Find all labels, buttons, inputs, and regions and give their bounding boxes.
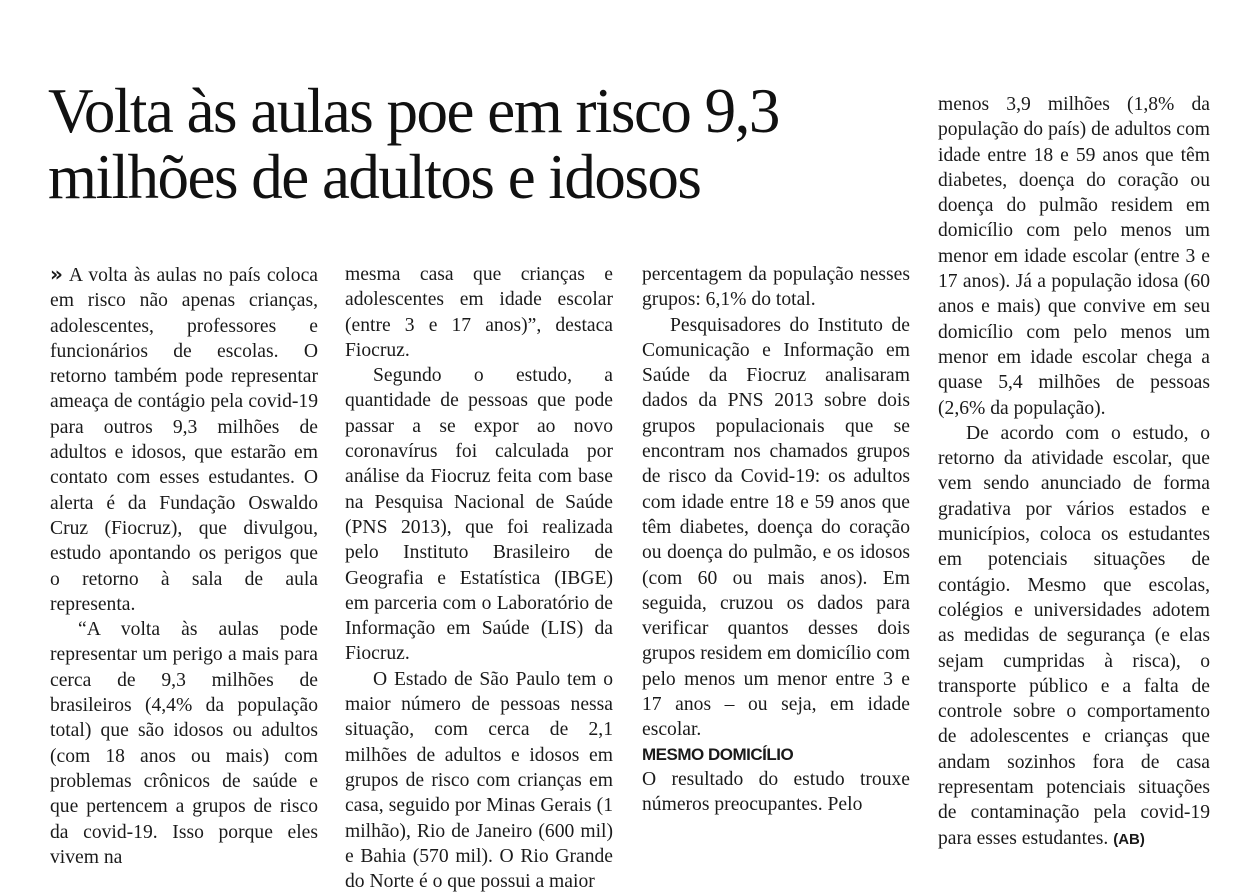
paragraph: O resultado do estudo trouxe números preocupantes. Pelo [642,768,910,815]
paragraph-text: De acordo com o estudo, o retorno da atividade escolar, que vem sendo anunciado de forma gradativa por vários estados e municípios, coloca os estudantes em potenciais situações de contágio. Mesmo que escolas, colégios e universidades adotem as medidas de segurança (e elas sejam cumpridas à risca), o transporte público e a falta de controle sobre o comportamento de adolescentes e crianças que andam sozinhos fora de casa representam potenciais situações de contaminação pela covid-19 para esses estudantes. [938,422,1210,849]
paragraph-text: A volta às aulas no país coloca em risco não apenas crianças, adolescentes, professores e funcionários de escolas. O retorno também pode representar ameaça de contágio pela covid-19 para outros 9,3 milhões de adultos e idosos, que estarão em contato com esses estudantes. O alerta é da Fundação Oswaldo Cruz (Fiocruz), que divulgou, estudo apontando os perigos que o retorno à sala de aula representa. [50,265,318,615]
paragraph: Segundo o estudo, a quantidade de pessoas que pode passar a se expor ao novo coronavírus foi calculada por análise da Fiocruz feita com base na Pesquisa Nacional de Saúde (PNS 2013), que foi realizada pelo Instituto Brasileiro de Geografia e Estatística (IBGE) em parceria com o Laboratório de Informação em Saúde (LIS) da Fiocruz. [345,365,613,665]
author-credit: (AB) [1113,830,1145,848]
paragraph [50,262,318,617]
article-column-2 [345,262,613,894]
double-chevron-right-icon: » [50,262,63,286]
paragraph: “A volta às aulas pode representar um perigo a mais para cerca de 9,3 milhões de brasileiros (4,4% da população total) que são idosos ou adultos (com 18 anos ou mais) com problemas crônicos de saúde e que pertencem a grupos de risco da covid-19. Isso porque eles vivem na [50,619,318,868]
headline-line-2: milhões de adultos e idosos [48,142,701,212]
headline [48,78,918,210]
article-column-3 [642,262,910,817]
article-column-4 [938,92,1210,852]
paragraph: mesma casa que crianças e adolescentes em idade escolar (entre 3 e 17 anos)”, destaca Fiocruz. [345,264,613,361]
section-subhead: MESMO DOMICÍLIO [642,744,794,764]
paragraph [938,421,1210,852]
paragraph: percentagem da população nesses grupos: 6,1% do total. [642,264,910,311]
headline-line-1: Volta às aulas poe em risco 9,3 [48,76,779,146]
article-column-1 [50,262,318,870]
paragraph: O Estado de São Paulo tem o maior número de pessoas nessa situação, com cerca de 2,1 milhões de adultos e idosos em grupos de risco com crianças em casa, seguido por Minas Gerais (1 milhão), Rio de Janeiro (600 mil) e Bahia (570 mil). O Rio Grande do Norte é o que possui a maior [345,668,613,893]
paragraph: menos 3,9 milhões (1,8% da população do país) de adultos com idade entre 18 e 59 anos que têm diabetes, doença do coração ou doença do pulmão residem em domicílio com pelo menos um menor em idade escolar (entre 3 e 17 anos). Já a população idosa (60 anos e mais) que convive em seu domicílio com pelo menos um menor em idade escolar chega a quase 5,4 milhões de pessoas (2,6% da população). [938,94,1210,419]
paragraph: Pesquisadores do Instituto de Comunicação e Informação em Saúde da Fiocruz analisaram dados da PNS 2013 sobre dois grupos populacionais que se encontram nos chamados grupos de risco da Covid-19: os adultos com idade entre 18 e 59 anos que têm diabetes, doença do coração ou doença do pulmão, e os idosos (com 60 ou mais anos). Em seguida, cruzou os dados para verificar quantos desses dois grupos residem em domicílio com pelo menos um menor entre 3 e 17 anos – ou seja, em idade escolar. [642,314,910,741]
